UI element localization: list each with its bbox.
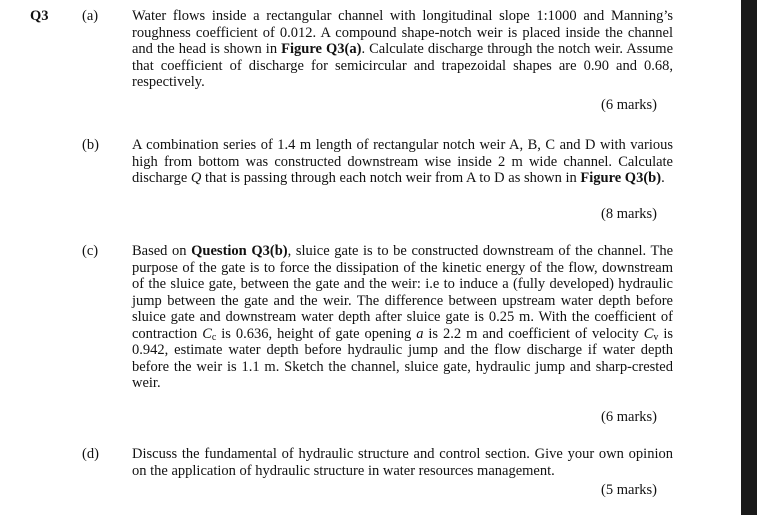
part-a-marks: (6 marks) (601, 97, 657, 113)
text-segment: Figure Q3(a) (281, 41, 362, 57)
part-c-marks: (6 marks) (601, 409, 657, 425)
part-a-label: (a) (82, 8, 99, 24)
question-number: Q3 (30, 8, 49, 24)
text-segment: c (211, 331, 217, 343)
right-edge-bar (741, 0, 757, 515)
text-segment: Question Q3(b) (191, 243, 288, 259)
text-segment: Q (190, 170, 202, 186)
text-segment: Discuss the fundamental of hydraulic structure and control section. Give your own opinion on the application of hydraulic structure in water resources management. (132, 446, 673, 479)
text-segment: C (643, 325, 654, 342)
part-b-text (132, 137, 673, 187)
text-segment: is 0.636, height of gate opening (216, 325, 417, 342)
text-segment: is 2.2 m and coefficient of velocity (423, 325, 644, 342)
part-b-label: (b) (82, 137, 99, 153)
part-d-label: (d) (82, 446, 99, 462)
text-segment: Based on (132, 243, 192, 259)
text-segment: Figure Q3(b) (580, 170, 662, 186)
part-d-text (132, 446, 673, 479)
text-segment: v (653, 331, 659, 343)
text-segment: Water flows inside a rectangular channel with longitudinal slope 1:1000 and Manning’s roughness coefficient of 0.012. A compound shape-notch weir is placed inside the channel and the head is shown in (132, 8, 673, 57)
part-c-text (132, 243, 673, 392)
part-d-marks: (5 marks) (601, 482, 657, 498)
text-segment: a (416, 325, 424, 342)
text-segment: . Calculate discharge through the notch weir. Assume that coefficient of discharge for semicircular and trapezoidal shapes are 0.90 and 0.68, respectively. (132, 41, 673, 90)
text-segment: is 0.942, estimate water depth before hydraulic jump and the flow discharge if water depth before the weir is 1.1 m. Sketch the channel, sluice gate, hydraulic jump and sharp-crested weir. (132, 325, 673, 391)
text-segment: . (661, 170, 665, 186)
text-segment: A combination series of 1.4 m length of rectangular notch weir A, B, C and D with various high from bottom was constructed downstream wise inside 2 m wide channel. Calculate discharge (132, 137, 673, 186)
part-c-label: (c) (82, 243, 99, 259)
text-segment: that is passing through each notch weir from A to D as shown in (201, 170, 581, 186)
text-segment: C (202, 325, 212, 342)
text-segment: , sluice gate is to be constructed downstream of the channel. The purpose of the gate is to force the dissipation of the kinetic energy of the flow, downstream of the sluice gate, between the gate and the weir: i.e to induce a (fully developed) hydraulic jump between the gate and the weir. The difference between upstream water depth before sluice gate and downstream water depth after sluice gate is 0.25 m. With the coefficient of contraction (132, 243, 674, 342)
part-a-text (132, 8, 673, 91)
part-b-marks: (8 marks) (601, 206, 657, 222)
